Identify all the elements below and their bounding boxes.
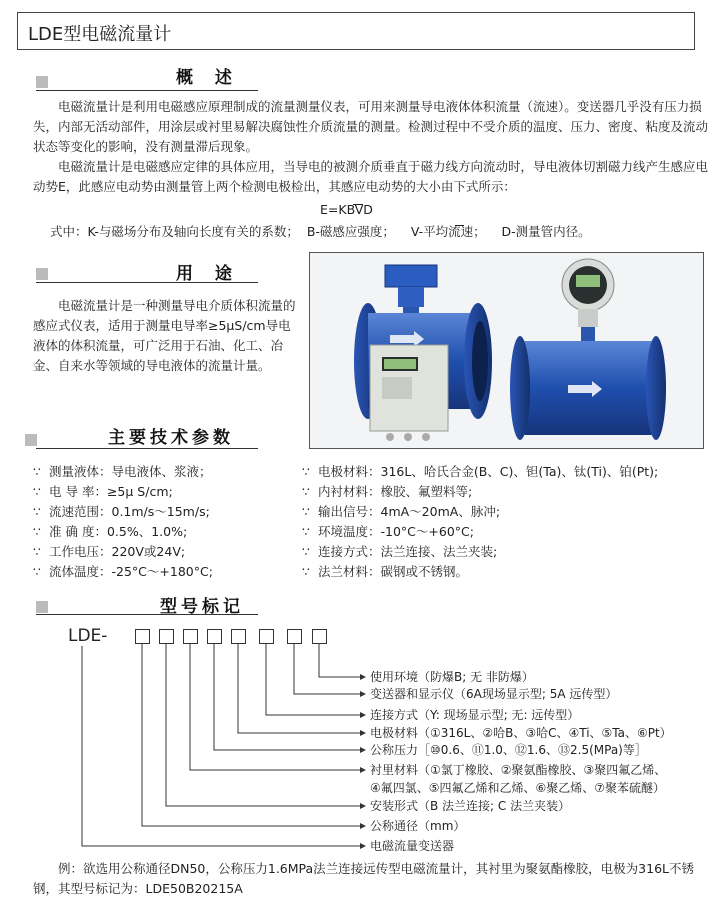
usage-heading: 用 途 (176, 264, 240, 284)
model-label-pressure: 公称压力［⑩0.6、⑪1.0、⑫1.6、⑬2.5(MPa)等］ (370, 743, 647, 757)
spec-left-5: ∵ 工作电压：220V或24V; (33, 544, 186, 559)
model-label-electrode: 电极材料（①316L、②哈B、③哈C、④Ti、⑤Ta、⑥Pt） (370, 726, 672, 740)
formula-where: 式中：K-与磁场分布及轴向长度有关的系数； B-磁感应强度； V-平均流速； D-测量管内径。 (50, 224, 591, 239)
overview-paragraph-1: 电磁流量计是利用电磁感应原理制成的流量测量仪表，可用来测量导电液体体积流量（流速）。变送器几乎没有压力损失，内部无活动部件，用涂层或衬里易解决腐蚀性介质流量的测量。检测过程中不受介质的温度、压力、密度、粘度及流动状态等变化的影响，没有测量滞后现象。 (33, 99, 709, 154)
spec-right-6: ∵ 法兰材料：碳钢或不锈钢。 (302, 564, 469, 579)
usage-text: 电磁流量计是一种测量导电介质体积流量的感应式仪表，适用于测量电导率≥5μS/cm导电液体的体积流量，可广泛用于石油、化工、冶金、自来水等领域的导电液体的流量计量。 (33, 298, 296, 373)
spec-right-4: ∵ 环境温度：-10°C～+60°C; (302, 524, 474, 539)
spec-left-3: ∵ 流速范围：0.1m/s～15m/s; (33, 504, 210, 519)
spec-right-5: ∵ 连接方式：法兰连接、法兰夹装; (302, 544, 498, 559)
spec-left-1: ∵ 测量液体：导电液体、浆液； (33, 464, 212, 479)
model-label-env: 使用环境（防爆B; 无 非防爆） (370, 670, 534, 684)
model-label-lining-1: 衬里材料（①氯丁橡胶、②聚氨酯橡胶、③聚四氟乙烯、 (370, 763, 667, 777)
model-prefix: LDE- (68, 626, 108, 646)
spec-left-4: ∵ 准 确 度：0.5%、1.0%; (33, 524, 188, 539)
model-heading: 型号标记 (160, 597, 244, 617)
model-label-transmitter: 变送器和显示仪（6A现场显示型; 5A 远传型） (370, 687, 618, 701)
model-label-transmitter-name: 电磁流量变送器 (370, 839, 455, 853)
overview-heading: 概 述 (176, 68, 240, 88)
page-title: LDE型电磁流量计 (28, 24, 172, 45)
model-label-lining-2: ④氟四氯、⑤四氟乙烯和乙烯、⑥聚乙烯、⑦聚苯硫醚） (370, 781, 666, 795)
spec-left-6: ∵ 流体温度：-25°C～+180°C; (33, 564, 213, 579)
formula: E=KBVD (320, 202, 373, 217)
model-label-connection: 连接方式（Y: 现场显示型; 无: 远传型） (370, 708, 580, 722)
overview-paragraph-2: 电磁流量计是电磁感应定律的具体应用，当导电的被测介质垂直于磁力线方向流动时，导电液体切割磁力线产生感应电动势E，此感应电动势由测量管上两个检测电极检出，其感应电动势的大小由下式所示： (33, 159, 709, 194)
spec-right-3: ∵ 输出信号：4mA～20mA、脉冲; (302, 504, 501, 519)
spec-left-2: ∵ 电 导 率：≥5μ S/cm; (33, 484, 173, 499)
spec-right-2: ∵ 内衬材料：橡胶、氟塑料等; (302, 484, 473, 499)
spec-right-1: ∵ 电极材料：316L、哈氏合金(B、C)、钽(Ta)、钛(Ti)、铂(Pt); (302, 464, 659, 479)
specs-heading: 主要技术参数 (108, 428, 234, 448)
model-example: 例：欲选用公称通径DN50，公称压力1.6MPa法兰连接远传型电磁流量计，其衬里为聚氨酯橡胶，电极为316L不锈钢，其型号标记为：LDE50B20215A (33, 861, 695, 896)
model-label-mounting: 安装形式（B 法兰连接; C 法兰夹装） (370, 799, 571, 813)
model-label-diameter: 公称通径（mm） (370, 819, 466, 833)
